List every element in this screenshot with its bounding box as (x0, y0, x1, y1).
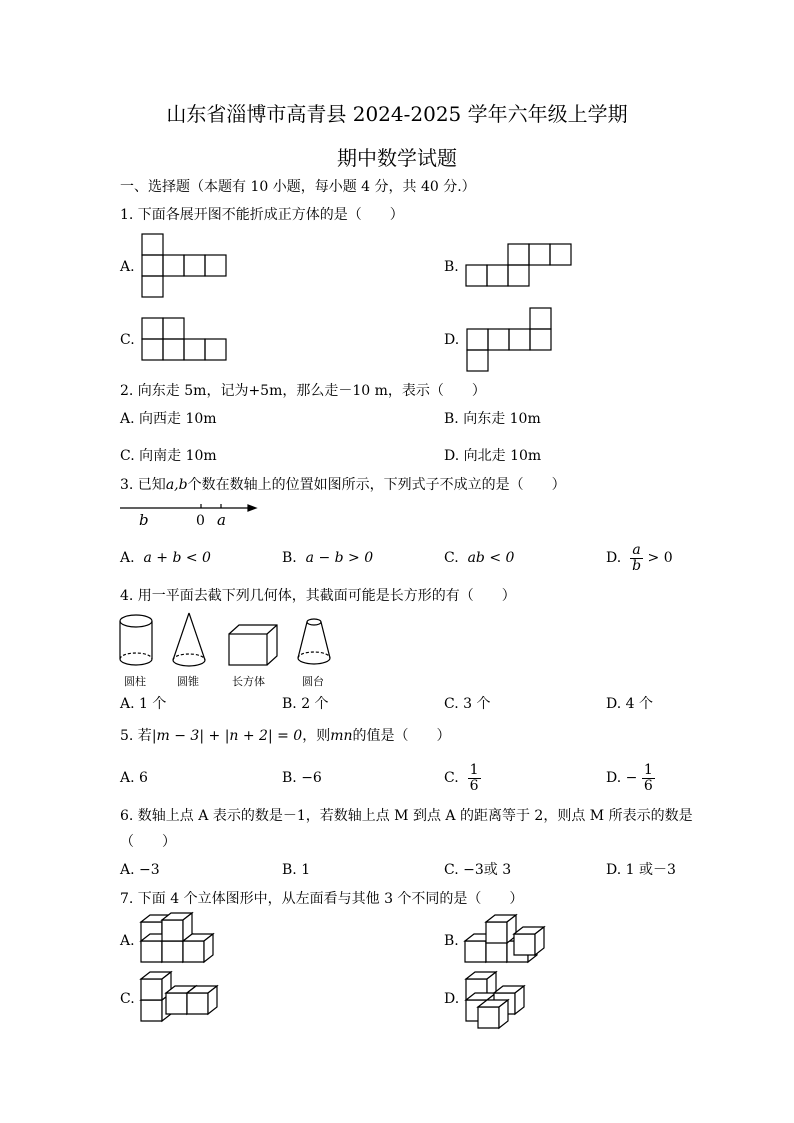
q4-solid-cylinder-label: 圆柱 (124, 675, 146, 688)
q6-option-c: C. −3或 3 (444, 862, 512, 878)
q3-option-d-num: a (630, 543, 643, 559)
q3-option-a-expr: a + b < 0 (143, 550, 211, 566)
q3-stem-post: 个数在数轴上的位置如图所示，下列式子不成立的是（ ） (187, 477, 566, 493)
q7-option-a-label: A. (120, 933, 135, 949)
q5-option-c-num: 1 (469, 761, 479, 778)
q3-option-a-label: A. (120, 550, 135, 566)
q2-option-d: D. 向北走 10m (444, 448, 542, 464)
q2-stem: 2. 向东走 5m，记为+5m，那么走－10 m，表示（ ） (120, 383, 486, 399)
q6-option-b: B. 1 (282, 862, 311, 878)
q6-option-d: D. 1 或－3 (606, 862, 676, 878)
q3-option-c-expr: ab < 0 (467, 550, 515, 566)
doc-title-line1: 山东省淄博市高青县 2024-2025 学年六年级上学期 (166, 102, 628, 126)
q3-stem-vars: a,b (165, 477, 188, 493)
q3-option-d-rest: > 0 (647, 550, 673, 566)
q5-stem-mid: ，则 (302, 728, 331, 744)
q4-solid-cuboid-label: 长方体 (232, 675, 265, 688)
q6-option-a: A. −3 (120, 862, 160, 878)
q3-axis-zero: 0 (196, 513, 205, 529)
q5-option-d-num: 1 (643, 761, 653, 778)
q4-option-a: A. 1 个 (120, 696, 167, 712)
q3-option-d-den: b (632, 557, 642, 574)
q5-variable: mn (330, 728, 353, 744)
q3-option-b-expr: a − b > 0 (305, 550, 374, 566)
q3-option-d-label: D. (606, 550, 622, 566)
q7-stem: 7. 下面 4 个立体图形中，从左面看与其他 3 个不同的是（ ） (120, 891, 524, 907)
q5-option-d-label: D. − (606, 770, 638, 786)
q5-option-a: A. 6 (120, 770, 148, 786)
q5-stem-post: 的值是（ ） (352, 728, 451, 744)
q5-option-d-den: 6 (643, 777, 653, 794)
q4-option-c: C. 3 个 (444, 696, 491, 712)
q3-axis-b: b (139, 511, 149, 529)
q1-option-c-label: C. (120, 332, 135, 348)
q5-equation: |m − 3| + |n + 2| = 0 (151, 728, 303, 744)
q4-option-d: D. 4 个 (606, 696, 653, 712)
q4-solid-frustum-label: 圆台 (302, 675, 324, 688)
q3-axis-a: a (217, 511, 226, 529)
q3-option-b-label: B. (282, 550, 297, 566)
q3-option-c-label: C. (444, 550, 459, 566)
q1-option-a-label: A. (120, 259, 135, 275)
q1-option-b-label: B. (444, 259, 459, 275)
q2-option-a: A. 向西走 10m (120, 411, 217, 427)
section-heading: 一、选择题（本题有 10 小题，每小题 4 分，共 40 分.） (120, 179, 476, 195)
q2-option-c: C. 向南走 10m (120, 448, 217, 464)
q4-option-b: B. 2 个 (282, 696, 329, 712)
q7-option-b-label: B. (444, 933, 459, 949)
q4-solid-cone-label: 圆锥 (177, 675, 199, 688)
q1-option-d-label: D. (444, 332, 460, 348)
q5-option-c-den: 6 (469, 777, 479, 794)
q5-option-c-label: C. (444, 770, 459, 786)
q6-stem-line1: 6. 数轴上点 A 表示的数是－1，若数轴上点 M 到点 A 的距离等于 2，则点 M 所表示的数是 (120, 808, 693, 824)
q7-option-c-label: C. (120, 991, 135, 1007)
q6-stem-line2: （ ） (120, 834, 176, 850)
q2-option-b: B. 向东走 10m (444, 411, 541, 427)
q3-stem-pre: 3. 已知 (120, 477, 166, 493)
q5-option-b: B. −6 (282, 770, 322, 786)
q4-stem: 4. 用一平面去截下列几何体，其截面可能是长方形的有（ ） (120, 588, 516, 604)
q1-stem: 1. 下面各展开图不能折成正方体的是（ ） (120, 207, 404, 223)
q7-option-d-label: D. (444, 991, 460, 1007)
q5-stem-pre: 5. 若 (120, 728, 152, 744)
doc-title-line2: 期中数学试题 (337, 146, 457, 170)
